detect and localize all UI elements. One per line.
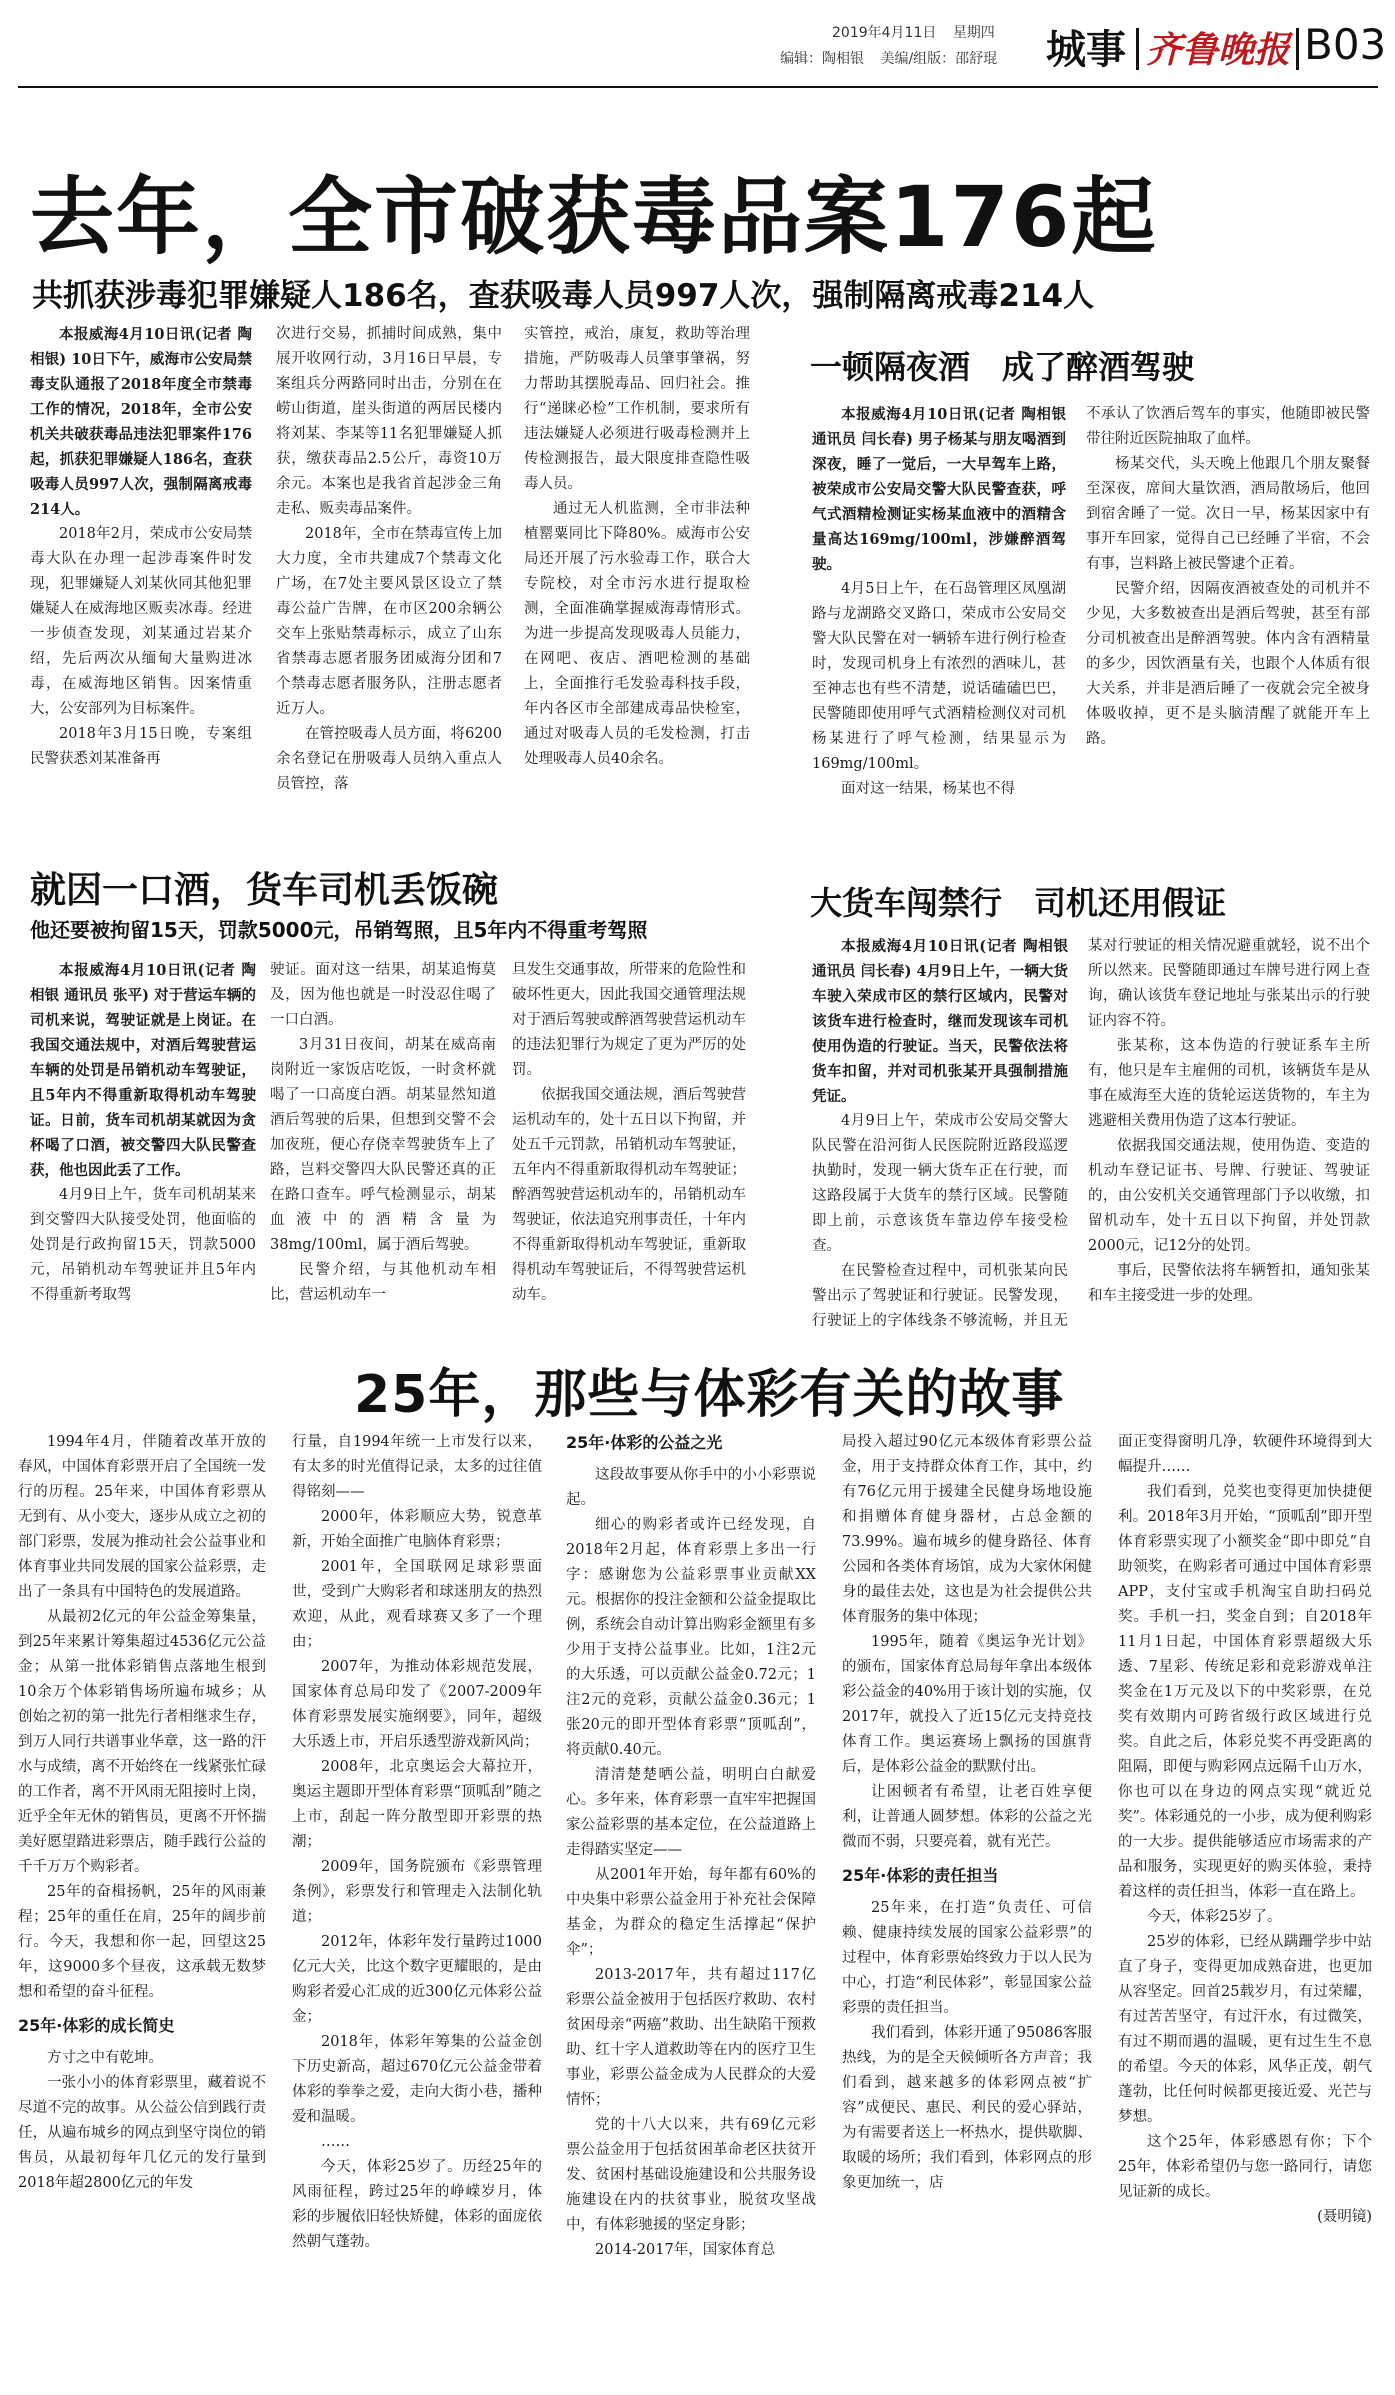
paragraph: 今天，体彩25岁了。历经25年的风雨征程，跨过25年的峥嵘岁月，体彩的步履依旧轻快矫健，体彩的面庞依然朝气蓬勃。 [292, 2159, 542, 2250]
byline: 本报威海4月10日讯(记者 陶相银 通讯员 闫长春) 男子杨某与朋友喝酒到深夜，睡了一觉后，一大早驾车上路，被荣成市公安局交警大队民警查获，呼气式酒精检测证实杨某血液中的酒精含量高达169mg/100ml，涉嫌醉酒驾驶。 [812, 406, 1066, 573]
paragraph: 不承认了饮酒后驾车的事实，他随即被民警带往附近医院抽取了血样。 [1086, 406, 1370, 447]
paragraph: 在管控吸毒人员方面，将6200余名登记在册吸毒人员纳入重点人员管控，落 [276, 726, 502, 792]
lead-column-2 [276, 322, 502, 850]
paragraph: 2008年，北京奥运会大幕拉开，奥运主题即开型体育彩票“顶呱刮”随之上市，刮起一阵分散型即开彩票的热潮； [292, 1759, 542, 1850]
paragraph: 2018年，全市在禁毒宣传上加大力度，全市共建成7个禁毒文化广场，在7处主要风景区设立了禁毒公益广告牌，在市区200余辆公交车上张贴禁毒标示，成立了山东省禁毒志愿者服务团威海分团和7个禁毒志愿者服务队，注册志愿者近万人。 [276, 526, 502, 717]
paragraph: 行量，自1994年统一上市发行以来，有太多的时光值得记录，太多的过往值得铭刻—— [292, 1434, 542, 1500]
lead-subheadline: 共抓获涉毒犯罪嫌疑人186名，查获吸毒人员997人次，强制隔离戒毒214人 [32, 278, 1095, 314]
paragraph: 2007年，为推动体彩规范发展，国家体育总局印发了《2007-2009年体育彩票发展实施纲要》，同年，超级大乐透上市，开启乐透型游戏新风尚； [292, 1659, 542, 1750]
header-divider [1136, 28, 1139, 70]
paragraph: 2012年，体彩年发行量跨过1000亿元大关，比这个数字更耀眼的，是由购彩者爱心汇成的近300亿元体彩公益金； [292, 1934, 542, 2025]
lead-column-1 [30, 322, 252, 850]
paragraph: 驶证。面对这一结果，胡某追悔莫及，因为他也就是一时没忍住喝了一口白酒。 [270, 962, 496, 1028]
paragraph: 2018年，体彩年筹集的公益金创下历史新高，超过670亿元公益金带着体彩的拳拳之爱，走向大街小巷，播种爱和温暖。 [292, 2034, 542, 2125]
truck-column-1 [30, 958, 256, 1330]
paragraph: 旦发生交通事故，所带来的危险性和破坏性更大，因此我国交通管理法规对于酒后驾驶或醉酒驾驶营运机动车的违法犯罪行为规定了更为严厉的处罚。 [512, 962, 746, 1078]
paragraph: 1994年4月，伴随着改革开放的春风，中国体育彩票开启了全国统一发行的历程。25年来，中国体育彩票从无到有、从小变大，逐步从成立之初的部门彩票，发展为推动社会公益事业和体育事业共同发展的国家公益彩票，走出了一条具有中国特色的发展道路。 [18, 1434, 266, 1600]
paragraph: 今天，体彩25岁了。 [1147, 1909, 1282, 1925]
newspaper-logo: 齐鲁晚报 [1146, 29, 1291, 71]
weekday-text: 星期四 [952, 25, 995, 41]
paragraph: 依据我国交通法规，使用伪造、变造的机动车登记证书、号牌、行驶证、驾驶证的，由公安机关交通管理部门予以收缴，扣留机动车，处十五日以下拘留，并处罚款2000元，记12分的处罚。 [1088, 1138, 1370, 1254]
paragraph: 一张小小的体育彩票里，藏着说不尽道不完的故事。从公益公信到践行责任，从遍布城乡的网点到坚守岗位的销售员，从最初每年几亿元的发行量到2018年超2800亿元的年发 [18, 2075, 266, 2191]
paragraph: 2001年，全国联网足球彩票面世，受到广大购彩者和球迷朋友的热烈欢迎，从此，观看球赛又多了一个理由； [292, 1559, 542, 1650]
truck-column-2 [270, 958, 496, 1330]
paragraph: 张某称，这本伪造的行驶证系车主所有，他只是车主雇佣的司机，该辆货车是从事在威海至大连的货轮运送货物的，车主为逃避相关费用伪造了这本行驶证。 [1088, 1038, 1370, 1129]
paragraph: 2018年3月15日晚，专案组民警获悉刘某准备再 [30, 726, 252, 767]
byline: 本报威海4月10日讯(记者 陶相银) 10日下午，威海市公安局禁毒支队通报了2018年度全市禁毒工作的情况，2018年，全市公安机关共破获毒品违法犯罪案件176起，抓获犯罪嫌疑人186名，查获吸毒人员997人次，强制隔离戒毒214人。 [30, 326, 252, 518]
paragraph: 通过无人机监测，全市非法种植罂粟同比下降80%。威海市公安局还开展了污水验毒工作，联合大专院校，对全市污水进行提取检测，全面准确掌握威海毒情形式。为进一步提高发现吸毒人员能力，在网吧、夜店、酒吧检测的基础上，全面推行毛发验毒科技手段，年内各区市全部建成毒品快检室，通过对吸毒人员的毛发检测，打击处理吸毒人员40余名。 [524, 501, 750, 767]
paragraph: 2009年，国务院颁布《彩票管理条例》，彩票发行和管理走入法制化轨道； [292, 1859, 542, 1925]
paragraph: 这段故事要从你手中的小小彩票说起。 [566, 1467, 816, 1508]
page-number: B03 [1304, 20, 1387, 69]
drink-headline: 一顿隔夜酒 成了醉酒驾驶 [810, 348, 1195, 386]
paragraph: 依据我国交通法规，酒后驾驶营运机动车的，处十五日以下拘留，并处五千元罚款，吊销机动车驾驶证，五年内不得重新取得机动车驾驶证；醉酒驾驶营运机动车的，吊销机动车驾驶证，依法追究刑事责任，十年内不得重新取得机动车驾驶证，重新取得机动车驾驶证后，不得驾驶营运机动车。 [512, 1087, 746, 1303]
drink-column-1 [812, 402, 1066, 852]
paragraph: 这个25年，体彩感恩有你；下个25年，体彩希望仍与您一路同行，请您见证新的成长。 [1118, 2134, 1372, 2200]
header-rule [18, 86, 1378, 88]
date-text: 2019年4月11日 [832, 25, 937, 41]
paragraph: 1995年，随着《奥运争光计划》的颁布，国家体育总局每年拿出本级体彩公益金的40%用于该计划的实施，仅2017年，就投入了近15亿元支持竞技体育工作。奥运赛场上飘扬的国旗背后，是体彩公益金的默默付出。 [842, 1634, 1092, 1775]
paragraph: 清清楚楚晒公益，明明白白献爱心。多年来，体育彩票一直牢牢把握国家公益彩票的基本定位，在公益道路上走得踏实坚定—— [566, 1767, 816, 1858]
paragraph: 2018年2月，荣成市公安局禁毒大队在办理一起涉毒案件时发现，犯罪嫌疑人刘某伙同其他犯罪嫌疑人在威海地区贩卖冰毒。经进一步侦查发现，刘某通过岩某介绍，先后两次从缅甸大量购进冰毒，在威海地区销售。因案情重大，公安部列为目标案件。 [30, 526, 252, 717]
paragraph: 民警介绍，与其他机动车相比，营运机动车一 [270, 1262, 496, 1303]
paragraph: …… [321, 2134, 350, 2150]
cert-column-1 [812, 934, 1068, 1332]
paragraph: 25年的奋楫扬帆，25年的风雨兼程；25年的重任在肩，25年的阔步前行。今天，我想和你一起，回望这25年，这9000多个昼夜，这承载无数梦想和希望的奋斗征程。 [18, 1884, 266, 2000]
issue-date [832, 22, 995, 42]
truck-column-3 [512, 958, 746, 1330]
paragraph: 面对这一结果，杨某也不得 [841, 781, 1015, 797]
lottery-headline: 25年，那些与体彩有关的故事 [354, 1365, 1065, 1425]
designer-text: 美编/组版：邵舒琨 [880, 51, 998, 67]
author-signature: (聂明镜) [1317, 2209, 1372, 2225]
paragraph: 4月5日上午，在石岛管理区凤凰湖路与龙湖路交叉路口，荣成市公安局交警大队民警在对一辆轿车进行例行检查时，发现司机身上有浓烈的酒味儿，甚至神志也有些不清楚，说话磕磕巴巴，民警随即使用呼气式酒精检测仪对司机杨某进行了呼气检测，结果显示为169mg/100ml。 [812, 581, 1066, 772]
header-divider [1296, 28, 1299, 70]
section-name: 城事 [1046, 27, 1126, 73]
lottery-subheading-responsibility: 25年·体彩的责任担当 [842, 1866, 999, 1885]
lottery-column-4 [842, 1430, 1092, 2385]
editor-credits [780, 48, 997, 68]
lottery-subheading-history: 25年·体彩的成长简史 [18, 2016, 175, 2035]
paragraph: 从2001年开始，每年都有60%的中央集中彩票公益金用于补充社会保障基金，为群众的稳定生活撑起“保护伞”； [566, 1867, 816, 1958]
paragraph: 我们看到，体彩开通了95086客服热线，为的是全天候倾听各方声音；我们看到，越来越多的体彩网点被“扩容”成便民、惠民、利民的爱心驿站，为有需要者送上一杯热水，提供歇脚、取暖的场所；我们看到，体彩网点的形象更加统一，店 [842, 2025, 1092, 2191]
cert-column-2 [1088, 934, 1370, 1332]
lottery-column-3 [566, 1430, 816, 2385]
paragraph: 从最初2亿元的年公益金筹集量，到25年来累计筹集超过4536亿元公益金；从第一批体彩销售点落地生根到10余万个体彩销售场所遍布城乡；从创始之初的第一批先行者相继求生存，到万人同行共谱事业华章，这一路的汗水与成绩，离不开始终在一线紧张忙碌的工作者，离不开风雨无阻接时上岗，近乎全年无休的销售员，更离不开怀揣美好愿望踏进彩票店，随手践行公益的千千万万个购彩者。 [18, 1609, 266, 1875]
drink-column-2 [1086, 402, 1370, 852]
paragraph: 2000年，体彩顺应大势，锐意革新，开始全面推广电脑体育彩票； [292, 1509, 542, 1550]
paragraph: 25年来，在打造“负责任、可信赖、健康持续发展的国家公益彩票”的过程中，体育彩票始终致力于以人民为中心，打造“利民体彩”，彰显国家公益彩票的责任担当。 [842, 1900, 1092, 2016]
paragraph: 实管控，戒治，康复，救助等治理措施，严防吸毒人员肇事肇祸，努力帮助其摆脱毒品、回归社会。推行“递睐必检”工作机制，要求所有违法嫌疑人必须进行吸毒检测并上传检测报告，最大限度排查隐性吸毒人员。 [524, 326, 750, 492]
paragraph: 在民警检查过程中，司机张某向民警出示了驾驶证和行驶证。民警发现，行驶证上的字体线条不够流畅，并且无 [812, 1263, 1068, 1329]
lottery-column-5 [1118, 1430, 1372, 2385]
paragraph: 细心的购彩者或许已经发现，自2018年2月起，体育彩票上多出一行字：感谢您为公益彩票事业贡献XX元。根据你的投注金额和公益金提取比例，系统会自动计算出购彩金额里有多少用于支持公益事业。比如，1注2元的大乐透，可以贡献公益金0.72元；1注2元的竞彩，贡献公益金0.36元；1张20元的即开型体育彩票“顶呱刮”，将贡献0.40元。 [566, 1517, 816, 1758]
lottery-column-1 [18, 1430, 266, 2385]
lottery-subheading-welfare: 25年·体彩的公益之光 [566, 1433, 723, 1452]
paragraph: 次进行交易，抓捕时间成熟，集中展开收网行动，3月16日早晨，专案组兵分两路同时出击，分别在在崂山街道，崖头街道的两居民楼内将刘某、李某等11名犯罪嫌疑人抓获，缴获毒品2.5公斤，毒资10万余元。本案也是我省首起涉金三角走私、贩卖毒品案件。 [276, 326, 502, 517]
cert-headline: 大货车闯禁行 司机还用假证 [810, 884, 1227, 922]
lottery-column-2 [292, 1430, 542, 2385]
paragraph: 4月9日上午，货车司机胡某来到交警四大队接受处罚，他面临的处罚是行政拘留15天，罚款5000元，吊销机动车驾驶证并且5年内不得重新考取驾 [30, 1187, 256, 1303]
lead-headline: 去年，全市破获毒品案176起 [30, 168, 1158, 266]
paragraph: 党的十八大以来，共有69亿元彩票公益金用于包括贫困革命老区扶贫开发、贫困村基础设施建设和公共服务设施建设在内的扶贫事业，脱贫攻坚战中，有体彩驰援的坚定身影； [566, 2117, 816, 2233]
editor-text: 编辑：陶相银 [780, 51, 864, 67]
paragraph: 某对行驶证的相关情况避重就轻，说不出个所以然来。民警随即通过车牌号进行网上查询，确认该货车登记地址与张某出示的行驶证内容不符。 [1088, 938, 1370, 1029]
lead-column-3 [524, 322, 750, 850]
paragraph: 民警介绍，因隔夜酒被查处的司机并不少见，大多数被查出是酒后驾驶，甚至有部分司机被查出是醉酒驾驶。体内含有酒精量的多少，因饮酒量有关，也跟个人体质有很大关系，并非是酒后睡了一夜就会完全被身体吸收掉，更不是头脑清醒了就能开车上路。 [1086, 581, 1370, 747]
paragraph: 4月9日上午，荣成市公安局交警大队民警在沿河街人民医院附近路段巡逻执勤时，发现一辆大货车正在行驶，而这路段属于大货车的禁行区域。民警随即上前，示意该货车靠边停车接受检查。 [812, 1113, 1068, 1254]
paragraph: 局投入超过90亿元本级体育彩票公益金，用于支持群众体育工作，其中，约有76亿元用于援建全民健身场地设施和捐赠体育健身器材，占总金额的73.99%。遍布城乡的健身路径、体育公园和各类体育场馆，成为大家休闲健身的最佳去处，这也是为社会提供公共体育服务的集中体现； [842, 1434, 1092, 1625]
paragraph: 方寸之中有乾坤。 [47, 2050, 163, 2066]
paragraph: 2013-2017年，共有超过117亿彩票公益金被用于包括医疗救助、农村贫困母亲“两癌”救助、出生缺陷干预救助、红十字人道救助等在内的医疗卫生事业，彩票公益金成为人民群众的大爱情怀； [566, 1967, 816, 2108]
paragraph: 2014-2017年，国家体育总 [595, 2242, 776, 2258]
paragraph: 让困顿者有希望，让老百姓享便利，让普通人圆梦想。体彩的公益之光微而不弱，只要亮着，就有光芒。 [842, 1784, 1092, 1850]
paragraph: 3月31日夜间，胡某在威高南岗附近一家饭店吃饭，一时贪杯就喝了一口高度白酒。胡某显然知道酒后驾驶的后果，但想到交警不会加夜班，便心存侥幸驾驶货车上了路，岂料交警四大队民警还真的正在路口查车。呼气检测显示，胡某血液中的酒精含量为38mg/100ml，属于酒后驾驶。 [270, 1037, 496, 1253]
paragraph: 杨某交代，头天晚上他跟几个朋友聚餐至深夜，席间大量饮酒，酒局散场后，他回到宿舍睡了一觉。次日一早，杨某因家中有事开车回家，觉得自己已经睡了半宿，不会有事，岂料路上被民警逮个正着。 [1086, 456, 1370, 572]
paragraph: 事后，民警依法将车辆暂扣，通知张某和车主接受进一步的处理。 [1088, 1263, 1370, 1304]
paragraph: 面正变得窗明几净，软硬件环境得到大幅提升…… [1118, 1434, 1372, 1475]
byline: 本报威海4月10日讯(记者 陶相银 通讯员 闫长春) 4月9日上午，一辆大货车驶入荣成市区的禁行区域内，民警对该货车进行检查时，继而发现该车司机使用伪造的行驶证。当天，民警依法将货车扣留，并对司机张某开具强制措施凭证。 [812, 938, 1068, 1105]
truck-headline: 就因一口酒，货车司机丢饭碗 [30, 870, 499, 911]
paragraph: 25岁的体彩，已经从蹒跚学步中站直了身子，变得更加成熟奋进，也更加从容坚定。回首25载岁月，有过荣耀，有过苦苦坚守，有过汗水，有过微笑，有过不期而遇的温暖，更有过生生不息的希望。今天的体彩，风华正茂，朝气蓬勃，比任何时候都更接近爱、光芒与梦想。 [1118, 1934, 1372, 2125]
paragraph: 我们看到，兑奖也变得更加快捷便利。2018年3月开始，“顶呱刮”即开型体育彩票实现了小额奖金“即中即兑”自助领奖，在购彩者可通过中国体育彩票APP，支付宝或手机淘宝自助扫码兑奖。手机一扫，奖金自到；自2018年11月1日起，中国体育彩票超级大乐透、7星彩、传统足彩和竞彩游戏单注奖金在1万元及以下的中奖彩票，在兑奖有效期内可跨省级行政区域进行兑奖。自此之后，体彩兑奖不再受距离的阻隔，即便与购彩网点远隔千山万水，你也可以在身边的网点实现“就近兑奖”。体彩通兑的一小步，成为便利购彩的一大步。提供能够适应市场需求的产品和服务，实现更好的购买体验，秉持着这样的责任担当，体彩一直在路上。 [1118, 1484, 1372, 1900]
truck-subheadline: 他还要被拘留15天，罚款5000元，吊销驾照，且5年内不得重考驾照 [30, 918, 648, 942]
byline: 本报威海4月10日讯(记者 陶相银 通讯员 张平) 对于营运车辆的司机来说，驾驶证就是上岗证。在我国交通法规中，对酒后驾驶营运车辆的处罚是吊销机动车驾驶证，且5年内不得重新取得机动车驾驶证。日前，货车司机胡某就因为贪杯喝了口酒，被交警四大队民警查获，他也因此丢了工作。 [30, 962, 256, 1179]
